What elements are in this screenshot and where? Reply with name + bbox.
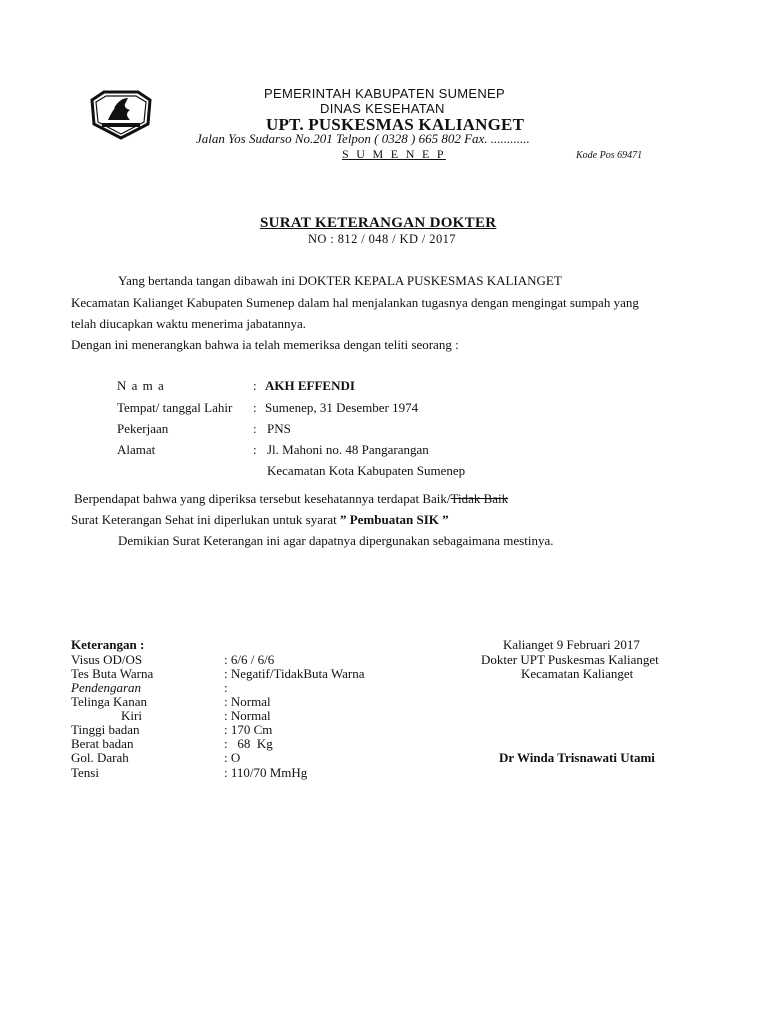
name-label: N a m a (117, 378, 165, 393)
patient-name: AKH EFFENDI (265, 378, 355, 393)
institution-address: Jalan Yos Sudarso No.201 Telpon ( 0328 ) 665 802 Fax. ............ (196, 131, 530, 146)
birth-colon: : (253, 400, 257, 415)
letter-title: SURAT KETERANGAN DOKTER (260, 215, 497, 231)
occupation-value: PNS (267, 421, 291, 436)
purpose-statement (71, 512, 449, 528)
exam-value: : 170 Cm (224, 722, 273, 737)
department-name: DINAS KESEHATAN (320, 101, 445, 116)
closing-statement: Demikian Surat Keterangan ini agar dapatnya dipergunakan sebagaimana mestinya. (118, 533, 554, 548)
health-conclusion (74, 491, 508, 507)
body-paragraph-line: Kecamatan Kalianget Kabupaten Sumenep dalam hal menjalankan tugasnya dengan mengingat sumpah yang (71, 295, 639, 310)
address-label: Alamat (117, 442, 156, 457)
exam-label: Tensi (71, 765, 99, 780)
health-conclusion-struck: Tidak Baik (450, 491, 509, 506)
letter-number: NO : 812 / 048 / KD / 2017 (308, 232, 456, 246)
regency-emblem-logo (86, 86, 156, 142)
body-paragraph-line: Yang bertanda tangan dibawah ini DOKTER KEPALA PUSKESMAS KALIANGET (118, 273, 562, 288)
exam-label: Pendengaran (71, 680, 142, 695)
exam-value: : 6/6 / 6/6 (224, 652, 275, 667)
address-colon: : (253, 442, 257, 457)
exam-label: Kiri (121, 708, 142, 723)
name-colon: : (253, 378, 257, 393)
government-name: PEMERINTAH KABUPATEN SUMENEP (264, 86, 505, 101)
signature-position: Dokter UPT Puskesmas Kalianget (481, 652, 659, 667)
exam-value: : 68 Kg (224, 736, 273, 751)
purpose-value: ” Pembuatan SIK ” (339, 512, 449, 527)
city-name: S U M E N E P (342, 147, 446, 161)
institution-name: UPT. PUSKESMAS KALIANGET (266, 115, 525, 134)
exam-label: Telinga Kanan (71, 694, 147, 709)
exam-value: : Normal (224, 694, 271, 709)
health-conclusion-text: Berpendapat bahwa yang diperiksa tersebut kesehatannya terdapat Baik/ (74, 491, 451, 506)
body-paragraph-line: telah diucapkan waktu menerima jabatannya. (71, 316, 306, 331)
birth-value: Sumenep, 31 Desember 1974 (265, 400, 419, 415)
exam-label: Visus OD/OS (71, 652, 143, 667)
exam-value: : 110/70 MmHg (224, 765, 308, 780)
occupation-label: Pekerjaan (117, 421, 169, 436)
occupation-colon: : (253, 421, 257, 436)
exam-value: : O (224, 750, 241, 765)
exam-value: : Normal (224, 708, 271, 723)
remarks-heading: Keterangan : (71, 637, 145, 652)
exam-label: Tes Buta Warna (71, 666, 154, 681)
purpose-text: Surat Keterangan Sehat ini diperlukan untuk syarat (71, 512, 340, 527)
address-value-line2: Kecamatan Kota Kabupaten Sumenep (267, 463, 466, 478)
signature-date: Kalianget 9 Februari 2017 (503, 637, 640, 652)
body-paragraph-line: Dengan ini menerangkan bahwa ia telah memeriksa dengan teliti seorang : (71, 337, 459, 352)
signature-district: Kecamatan Kalianget (521, 666, 634, 681)
postal-code: Kode Pos 69471 (576, 150, 643, 161)
signatory-name: Dr Winda Trisnawati Utami (499, 750, 655, 765)
exam-value: : Negatif/TidakButa Warna (224, 666, 365, 681)
exam-label: Gol. Darah (71, 750, 129, 765)
address-value-line1: Jl. Mahoni no. 48 Pangarangan (267, 442, 429, 457)
birth-label: Tempat/ tanggal Lahir (117, 400, 233, 415)
exam-label: Berat badan (71, 736, 134, 751)
exam-label: Tinggi badan (71, 722, 140, 737)
exam-value: : (224, 680, 228, 695)
